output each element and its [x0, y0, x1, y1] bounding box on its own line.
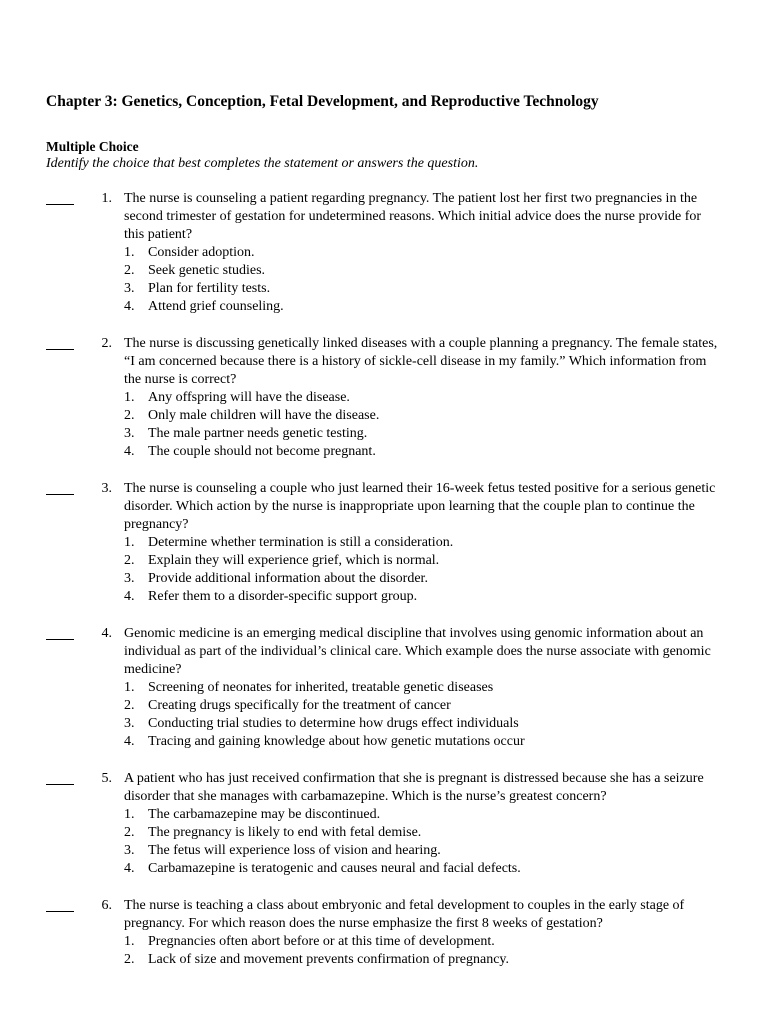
question-stem: The nurse is teaching a class about embryonic and fetal development to couples in the early stage of pregnancy. For which reason does the nurse emphasize the first 8 weeks of gestation?	[124, 898, 685, 931]
question-number: 3.	[101, 481, 112, 496]
option-number: 2.	[124, 263, 135, 278]
answer-option-2	[124, 951, 724, 969]
question-body	[124, 625, 724, 751]
question-stem: The nurse is discussing genetically linked diseases with a couple planning a pregnancy. The female states, “I am concerned because there is a history of sickle-cell disease in my family.” Which information from the nurse is correct?	[124, 336, 718, 387]
question-stem: The nurse is counseling a patient regarding pregnancy. The patient lost her first two pregnancies in the second trimester of gestation for undetermined reasons. Which initial advice does the nurse provide for this patient?	[124, 191, 702, 242]
option-number: 2.	[124, 408, 135, 423]
answer-option-3	[124, 842, 724, 860]
answer-option-1	[124, 679, 724, 697]
option-number: 3.	[124, 843, 135, 858]
question-stem: Genomic medicine is an emerging medical discipline that involves using genomic information about an individual as part of the individual’s clinical care. Which example does the nurse associate with genomic medicine?	[124, 626, 711, 677]
answer-option-4	[124, 588, 724, 606]
answer-blank	[46, 901, 74, 912]
question-2	[0, 335, 768, 461]
option-text: Creating drugs specifically for the treatment of cancer	[148, 698, 451, 713]
question-body	[124, 335, 724, 461]
answer-option-1	[124, 933, 724, 951]
option-text: Tracing and gaining knowledge about how genetic mutations occur	[148, 734, 525, 749]
option-text: Carbamazepine is teratogenic and causes neural and facial defects.	[148, 861, 521, 876]
option-number: 1.	[124, 390, 135, 405]
question-6	[0, 897, 768, 969]
option-number: 1.	[124, 807, 135, 822]
answer-option-2	[124, 697, 724, 715]
answer-option-3	[124, 715, 724, 733]
option-number: 3.	[124, 281, 135, 296]
option-number: 2.	[124, 825, 135, 840]
option-text: Consider adoption.	[148, 245, 255, 260]
option-number: 4.	[124, 734, 135, 749]
question-body	[124, 897, 724, 969]
option-text: Explain they will experience grief, which is normal.	[148, 553, 440, 568]
option-text: Only male children will have the disease.	[148, 408, 380, 423]
answer-option-4	[124, 443, 724, 461]
option-text: Determine whether termination is still a consideration.	[148, 535, 454, 550]
answer-blank	[46, 629, 74, 640]
answer-options	[124, 933, 724, 969]
option-text: Provide additional information about the disorder.	[148, 571, 428, 586]
answer-option-3	[124, 425, 724, 443]
option-number: 1.	[124, 535, 135, 550]
answer-options	[124, 244, 724, 316]
question-number: 4.	[101, 626, 112, 641]
question-number: 1.	[101, 191, 112, 206]
question-stem: The nurse is counseling a couple who just learned their 16-week fetus tested positive for a serious genetic disorder. Which action by the nurse is inappropriate upon learning that the couple plan to continue the pregnancy?	[124, 481, 716, 532]
option-text: The male partner needs genetic testing.	[148, 426, 368, 441]
option-text: Pregnancies often abort before or at this time of development.	[148, 934, 495, 949]
option-number: 1.	[124, 680, 135, 695]
question-number: 5.	[101, 771, 112, 786]
question-1	[0, 190, 768, 316]
answer-option-3	[124, 570, 724, 588]
option-number: 3.	[124, 426, 135, 441]
section-heading: Multiple Choice	[46, 139, 139, 154]
option-text: Attend grief counseling.	[148, 299, 284, 314]
option-text: The pregnancy is likely to end with fetal demise.	[148, 825, 422, 840]
answer-option-2	[124, 407, 724, 425]
question-body	[124, 770, 724, 878]
option-number: 4.	[124, 299, 135, 314]
option-text: The carbamazepine may be discontinued.	[148, 807, 381, 822]
answer-options	[124, 534, 724, 606]
answer-option-4	[124, 733, 724, 751]
question-list	[0, 190, 768, 988]
answer-option-3	[124, 280, 724, 298]
option-text: The fetus will experience loss of vision and hearing.	[148, 843, 441, 858]
option-number: 2.	[124, 698, 135, 713]
answer-option-2	[124, 824, 724, 842]
option-text: Seek genetic studies.	[148, 263, 266, 278]
answer-option-2	[124, 552, 724, 570]
answer-option-2	[124, 262, 724, 280]
answer-blank	[46, 339, 74, 350]
option-text: Lack of size and movement prevents confirmation of pregnancy.	[148, 952, 510, 967]
answer-options	[124, 389, 724, 461]
question-5	[0, 770, 768, 878]
answer-blank	[46, 194, 74, 205]
question-body	[124, 480, 724, 606]
question-body	[124, 190, 724, 316]
answer-option-1	[124, 244, 724, 262]
option-text: The couple should not become pregnant.	[148, 444, 376, 459]
answer-option-1	[124, 389, 724, 407]
option-text: Screening of neonates for inherited, treatable genetic diseases	[148, 680, 494, 695]
answer-option-1	[124, 534, 724, 552]
answer-options	[124, 806, 724, 878]
option-number: 2.	[124, 952, 135, 967]
chapter-title: Chapter 3: Genetics, Conception, Fetal Development, and Reproductive Technology	[46, 93, 599, 110]
answer-options	[124, 679, 724, 751]
option-number: 4.	[124, 444, 135, 459]
option-text: Conducting trial studies to determine how drugs effect individuals	[148, 716, 519, 731]
answer-option-1	[124, 806, 724, 824]
question-3	[0, 480, 768, 606]
question-stem: A patient who has just received confirmation that she is pregnant is distressed because she has a seizure disorder that she manages with carbamazepine. Which is the nurse’s greatest concern?	[124, 771, 704, 804]
option-text: Any offspring will have the disease.	[148, 390, 350, 405]
answer-option-4	[124, 860, 724, 878]
answer-option-4	[124, 298, 724, 316]
option-number: 4.	[124, 589, 135, 604]
question-number: 2.	[101, 336, 112, 351]
option-text: Refer them to a disorder-specific support group.	[148, 589, 418, 604]
option-number: 1.	[124, 934, 135, 949]
option-number: 1.	[124, 245, 135, 260]
answer-blank	[46, 484, 74, 495]
option-number: 3.	[124, 571, 135, 586]
option-number: 2.	[124, 553, 135, 568]
question-4	[0, 625, 768, 751]
instructions: Identify the choice that best completes the statement or answers the question.	[46, 156, 479, 171]
answer-blank	[46, 774, 74, 785]
option-number: 4.	[124, 861, 135, 876]
option-number: 3.	[124, 716, 135, 731]
question-number: 6.	[101, 898, 112, 913]
option-text: Plan for fertility tests.	[148, 281, 271, 296]
